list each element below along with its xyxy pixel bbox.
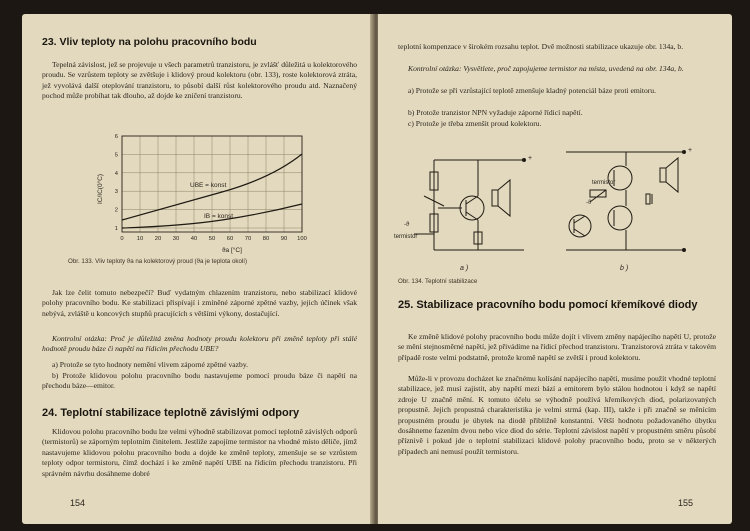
circuit-b — [566, 151, 686, 252]
section-23-heading: 23. Vliv teploty na polohu pracovního bodu — [42, 36, 257, 48]
circuit-b-label: b ) — [620, 265, 629, 272]
y-tick-label: 1 — [114, 226, 118, 232]
page-number-right: 155 — [678, 498, 694, 508]
x-tick-label: 50 — [208, 236, 216, 242]
figure-133-caption: Obr. 133. Vliv teploty ϑa na kolektorový proud (ϑa je teplota okolí) — [68, 258, 248, 265]
section-25-paragraph-2: Může-li v provozu docházet ke značnému kolísání napájecího napětí, musíme použít vhodné teplotní stabilizace, jež musí zajistit, aby napětí mezi bází a emitorem bylo stálou hodnotou i když se napětí zdroje U značně mění. K tomuto účelu se výhodně používá křemíkových diod, polarizovaných propustně. Jejich propustná charakteristika je velmi strmá (kap. III), takže i při značně se měnícím propustném proudu je úbytek na diodě přibližně konstantní. Větší hodnotu požadovaného úbytku dosáhneme fazením dvou nebo více diod do série. Teplotní závislost napětí v propustném směru působí příznivě i pokud jde o teplotní stabilizaci klidové polohy pracovního bodu, proto se v některých případech ani nemusí použít termistoru. — [398, 374, 716, 456]
y-axis-label: IC/IC(0°C) — [97, 173, 104, 204]
y-tick-label: 3 — [114, 189, 118, 196]
x-tick-label: 100 — [297, 236, 307, 242]
section-25-heading: 25. Stabilizace pracovního bodu pomocí křemíkové diody — [398, 299, 698, 311]
x-tick-label: 60 — [226, 236, 234, 242]
section-24-paragraph: Klidovou polohu pracovního bodu lze velmi výhodně stabilizovat pomocí teplotně závislých odporů (termistorů) se záporným teplotním činitelem. Jestliže zapojíme termistor na vhodné místo děliče, jímž nastavujeme klidovou polohu pracovního bodu a dojde ke změně teploty, zmenšuje se se vzrůstem teploty odpor termistoru, čímž dochází i ke změně napětí UBE na řídicím přechodu tranzistoru. Při správném návrhu dosáhneme dobré — [42, 427, 357, 478]
paragraph-compensation: teplotní kompenzace v širokém rozsahu teplot. Dvě možnosti stabilizace ukazuje obr. 134a, b. — [398, 42, 684, 51]
x-axis-label: ϑa [°C] — [222, 247, 242, 254]
thermistor-label-a: termistor — [394, 234, 418, 240]
answer-b-right: b) Protože tranzistor NPN vyžaduje záporné řídicí napětí. — [408, 108, 583, 117]
curve-ib-label: IB = konst — [204, 213, 234, 220]
figure-133-chart — [72, 132, 322, 256]
page-number-left: 154 — [70, 498, 86, 508]
control-question-left: Kontrolní otázka: Proč je důležitá změna hodnoty proudu kolektoru při změně teploty při stálé hodnotě proudu báze či napětí na řídicím přechodu UBE? — [42, 334, 357, 354]
thermistor-label-b: termistor — [592, 180, 616, 186]
section-25-paragraph-1: Ke změně klidové polohy pracovního bodu může dojít i vlivem změny napájecího napětí U, protože se mění stejnosměrné napětí, jež přivádíme na řídicí přechod tranzistoru. Tranzistorová ztráta v takovém případě roste velmi podstatně, protože kromě napětí se zvětší i proud kolektoru. — [398, 332, 716, 362]
y-tick-label: 2 — [114, 207, 118, 214]
right-page — [378, 14, 732, 524]
x-tick-label: 20 — [154, 236, 162, 242]
section-24-heading: 24. Teplotní stabilizace teplotně závislými odpory — [42, 407, 300, 419]
y-tick-label: 4 — [114, 170, 118, 177]
x-tick-label: 80 — [262, 236, 270, 242]
plus-label-a: + — [528, 155, 533, 162]
answer-c-right: c) Protože je třeba zmenšit proud kolektoru. — [408, 119, 542, 128]
answer-b-left: b) Protože klidovou polohu pracovního bodu nastavujeme pomocí proudu báze či napětí na přechodu báze—emitor. — [42, 371, 357, 391]
circuit-a — [414, 159, 526, 251]
x-tick-label: 70 — [244, 236, 252, 242]
y-tick-label: 6 — [114, 134, 118, 140]
x-tick-label: 10 — [136, 236, 144, 242]
circuit-a-label: a ) — [460, 265, 469, 272]
theta-label-a: -ϑ — [404, 222, 410, 228]
answer-a-right: a) Protože se při vzrůstající teplotě zmenšuje kladný potenciál báze proti emitoru. — [408, 86, 656, 95]
theta-label-b: -ϑ — [586, 200, 592, 206]
control-question-right: Kontrolní otázka: Vysvětlete, proč zapojujeme termistor na místa, uvedená na obr. 134a, b. — [408, 64, 684, 73]
answer-a-left: a) Protože se tyto hodnoty nemění vlivem záporné zpětné vazby. — [52, 360, 249, 369]
x-tick-label: 30 — [172, 236, 180, 242]
paragraph-cooling: Jak lze čelit tomuto nebezpečí? Buď vydatným chlazením tranzistoru, nebo stabilizací klidové polohy pracovního bodu. Ke stabilizaci přispívají i zmíněné záporné zpětné vazby, jejich účinek však nebývá, zvláště u koncových stupňů pracujících s většími výkony, dostačující. — [42, 288, 357, 318]
plus-label-b: + — [688, 147, 693, 154]
left-page — [22, 14, 374, 524]
x-tick-label: 0 — [120, 236, 124, 242]
section-23-paragraph: Tepelná závislost, jež se projevuje u všech parametrů tranzistoru, je zvlášť důležitá u kolektorového proudu. Se vzrůstem teploty se zvětšuje i klidový proud kolektoru (obr. 133), roste kolektorová ztráta, jež vyvolává další oteplování tranzistoru, to působí další růst kolektorového proudu atd. Naznačený pochod může probíhat tak dlouho, až dojde ke zničení tranzistoru. — [42, 60, 357, 101]
x-tick-label: 90 — [280, 236, 288, 242]
x-tick-label: 40 — [190, 236, 198, 242]
figure-134-schematics — [394, 138, 716, 274]
y-tick-label: 5 — [114, 152, 118, 159]
curve-ube-label: UBE = konst — [190, 182, 227, 189]
figure-134-caption: Obr. 134. Teplotní stabilizace — [398, 278, 478, 285]
